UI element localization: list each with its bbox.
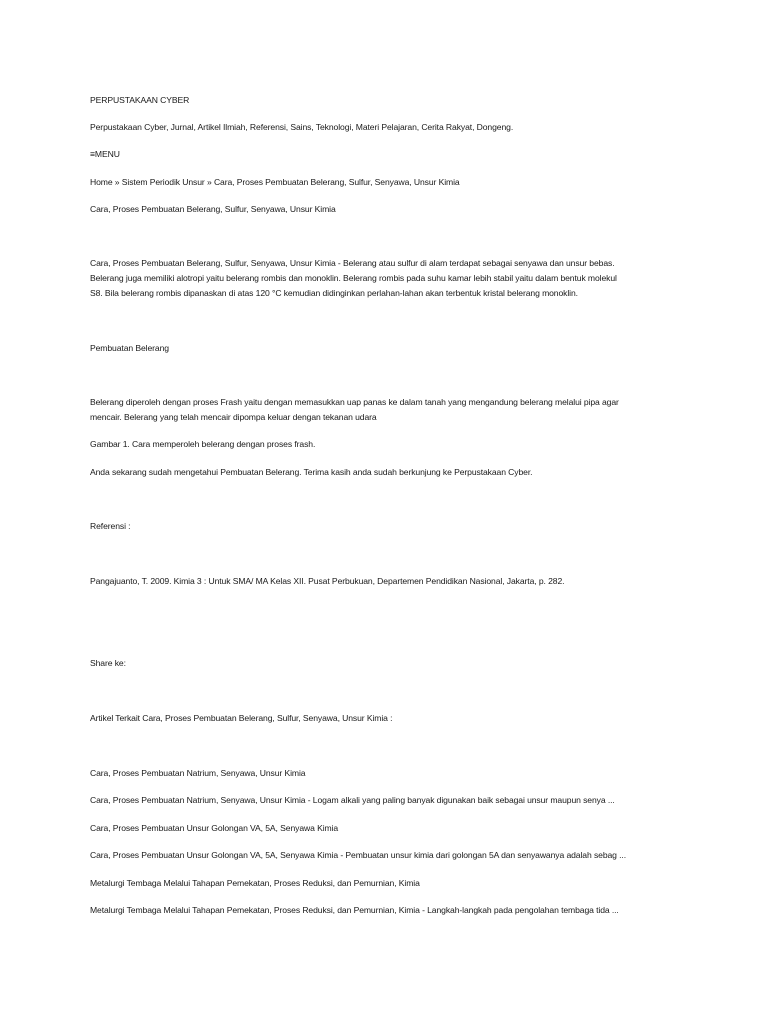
section-line-2: mencair. Belerang yang telah mencair dipompa keluar dengan tekanan udara	[90, 412, 377, 422]
related-item-title[interactable]: Metalurgi Tembaga Melalui Tahapan Pemekatan, Proses Reduksi, dan Pemurnian, Kimia	[90, 878, 420, 888]
closing-text: Anda sekarang sudah mengetahui Pembuatan Belerang. Terima kasih anda sudah berkunjung ke Perpustakaan Cyber.	[90, 467, 533, 477]
section-line-1: Belerang diperoleh dengan proses Frash yaitu dengan memasukkan uap panas ke dalam tanah yang mengandung belerang melalui pipa agar	[90, 397, 619, 407]
section-heading: Pembuatan Belerang	[90, 343, 169, 353]
site-tagline: Perpustakaan Cyber, Jurnal, Artikel Ilmiah, Referensi, Sains, Teknologi, Materi Pelajaran, Cerita Rakyat, Dongeng.	[90, 122, 514, 132]
figure-caption: Gambar 1. Cara memperoleh belerang dengan proses frash.	[90, 439, 316, 449]
menu-button[interactable]: ≡MENU	[90, 149, 120, 159]
intro-line-2: Belerang juga memiliki alotropi yaitu belerang rombis dan monoklin. Belerang rombis pada suhu kamar lebih stabil yaitu dalam bentuk molekul	[90, 273, 617, 283]
related-heading: Artikel Terkait Cara, Proses Pembuatan Belerang, Sulfur, Senyawa, Unsur Kimia :	[90, 713, 393, 723]
share-label: Share ke:	[90, 658, 126, 668]
related-item-snippet: Cara, Proses Pembuatan Natrium, Senyawa, Unsur Kimia - Logam alkali yang paling banyak digunakan baik sebagai unsur maupun senya ...	[90, 795, 615, 805]
article-title: Cara, Proses Pembuatan Belerang, Sulfur, Senyawa, Unsur Kimia	[90, 204, 336, 214]
related-item-title[interactable]: Cara, Proses Pembuatan Unsur Golongan VA, 5A, Senyawa Kimia	[90, 823, 339, 833]
intro-line-3: S8. Bila belerang rombis dipanaskan di atas 120 °C kemudian didinginkan perlahan-lahan akan terbentuk kristal belerang monoklin.	[90, 288, 578, 298]
references-label: Referensi :	[90, 521, 131, 531]
intro-line-1: Cara, Proses Pembuatan Belerang, Sulfur, Senyawa, Unsur Kimia - Belerang atau sulfur di alam terdapat sebagai senyawa dan unsur bebas.	[90, 258, 615, 268]
related-item-title[interactable]: Cara, Proses Pembuatan Natrium, Senyawa, Unsur Kimia	[90, 768, 306, 778]
related-item-snippet: Cara, Proses Pembuatan Unsur Golongan VA, 5A, Senyawa Kimia - Pembuatan unsur kimia dari golongan 5A dan senyawanya adalah sebag ...	[90, 850, 627, 860]
related-item-snippet: Metalurgi Tembaga Melalui Tahapan Pemekatan, Proses Reduksi, dan Pemurnian, Kimia - Langkah-langkah pada pengolahan tembaga tida ...	[90, 905, 619, 915]
breadcrumb: Home » Sistem Periodik Unsur » Cara, Proses Pembuatan Belerang, Sulfur, Senyawa, Unsur Kimia	[90, 177, 460, 187]
site-title[interactable]: PERPUSTAKAAN CYBER	[90, 95, 190, 105]
reference-entry: Pangajuanto, T. 2009. Kimia 3 : Untuk SMA/ MA Kelas XII. Pusat Perbukuan, Departemen Pendidikan Nasional, Jakarta, p. 282.	[90, 576, 565, 586]
